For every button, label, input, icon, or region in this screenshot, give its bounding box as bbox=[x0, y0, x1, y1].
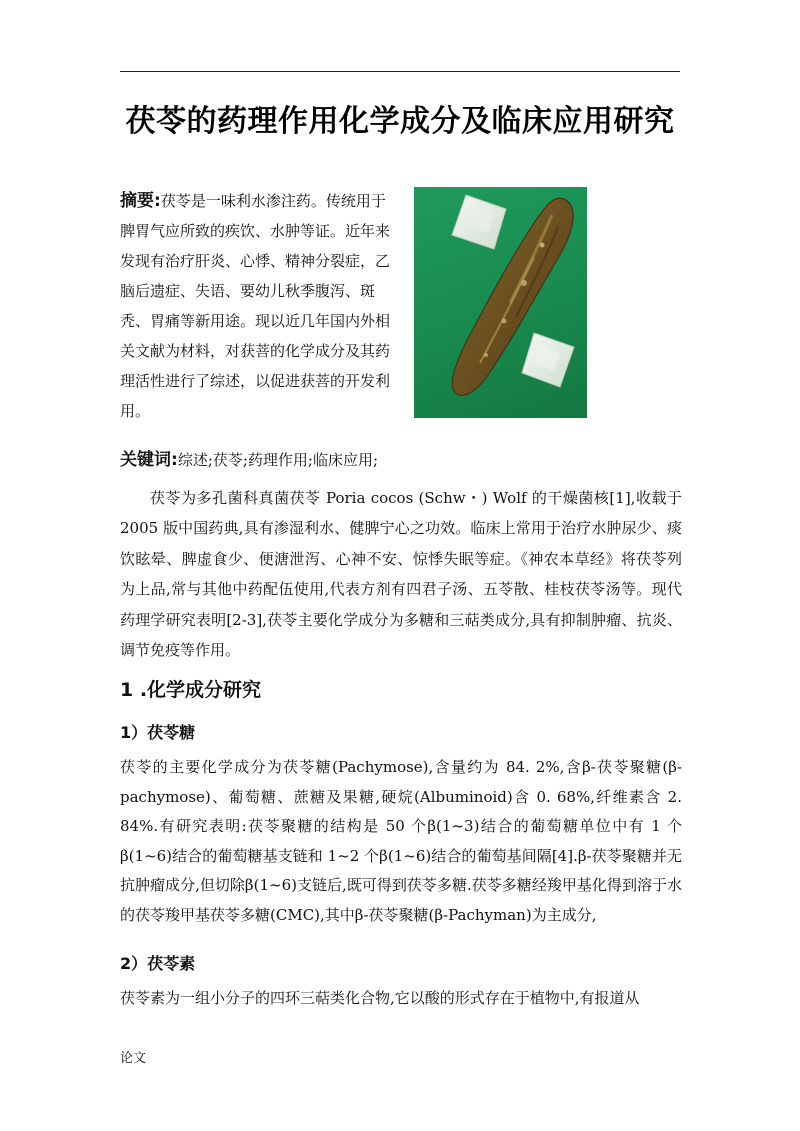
header-rule bbox=[120, 71, 680, 72]
subheading-poria-sugar: 1）茯苓糖 bbox=[120, 723, 196, 742]
paragraph-poria-triterpene: 茯苓素为一组小分子的四环三萜类化合物,它以酸的形式存在于植物中,有报道从 bbox=[120, 989, 640, 1007]
abstract-block bbox=[120, 186, 395, 426]
poria-specimen-photo bbox=[414, 187, 587, 418]
paragraph-poria-sugar: 茯苓的主要化学成分为茯苓糖(Pachymose),含量约为 84. 2%,含β-茯苓聚糖(β-pachymose)、葡萄糖、蔗糖及果糖,硬烷(Albuminoid)含 0. 68%,纤维素含 2. 84%.有研究表明:茯苓聚糖的结构是 50 个β(1~3)结合的葡萄糖单位中有 1 个β(1~6)结合的葡萄糖基支链和 1~2 个β(1~6)结合的葡萄基间隔[4].β-茯苓聚糖并无抗肿瘤成分,但切除β(1~6)支链后,既可得到茯苓多糖.茯苓多糖经羧甲基化得到溶于水的茯苓羧甲基茯苓多糖(CMC),其中β-茯苓聚糖(β-Pachyman)为主成分, bbox=[120, 758, 682, 924]
page-footer: 论文 bbox=[120, 1051, 147, 1066]
abstract-text: 茯苓是一味利水渗注药。传统用于脾胃气应所致的疾饮、水肿等证。近年来发现有治疗肝炎、心悸、精神分裂症，乙脑后遗症、失语、要幼儿秋季腹泻、斑秃、胃痛等新用途。现以近几年国内外相关文献为材料，对获菩的化学成分及其药理活性进行了综述，以促进获菩的开发利用。 bbox=[120, 192, 391, 420]
subheading-poria-triterpene: 2）茯苓素 bbox=[120, 954, 196, 973]
paper-title: 茯苓的药理作用化学成分及临床应用研究 bbox=[125, 104, 675, 139]
specimen-illustration bbox=[414, 187, 587, 418]
keywords-label: 关键词: bbox=[120, 450, 178, 470]
intro-paragraph: 茯苓为多孔菌科真菌茯苓 Poria cocos (Schw・) Wolf 的干燥菌核[1],收载于2005 版中国药典,具有渗湿利水、健脾宁心之功效。临床上常用于治疗水肿尿少、痰饮眩晕、脾虚食少、便溏泄泻、心神不安、惊悸失眠等症。《神农本草经》将茯苓列为上品,常与其他中药配伍使用,代表方剂有四君子汤、五苓散、桂枝茯苓汤等。现代药理学研究表明[2-3],茯苓主要化学成分为多糖和三萜类成分,具有抑制肿瘤、抗炎、调节免疫等作用。 bbox=[120, 489, 682, 660]
abstract-label: 摘要: bbox=[120, 191, 161, 211]
introduction bbox=[120, 483, 682, 665]
section-heading-chemical-composition: 1 .化学成分研究 bbox=[120, 679, 262, 701]
keywords-line bbox=[120, 448, 680, 472]
keywords-text: 综述;茯苓;药理作用;临床应用; bbox=[177, 451, 379, 469]
